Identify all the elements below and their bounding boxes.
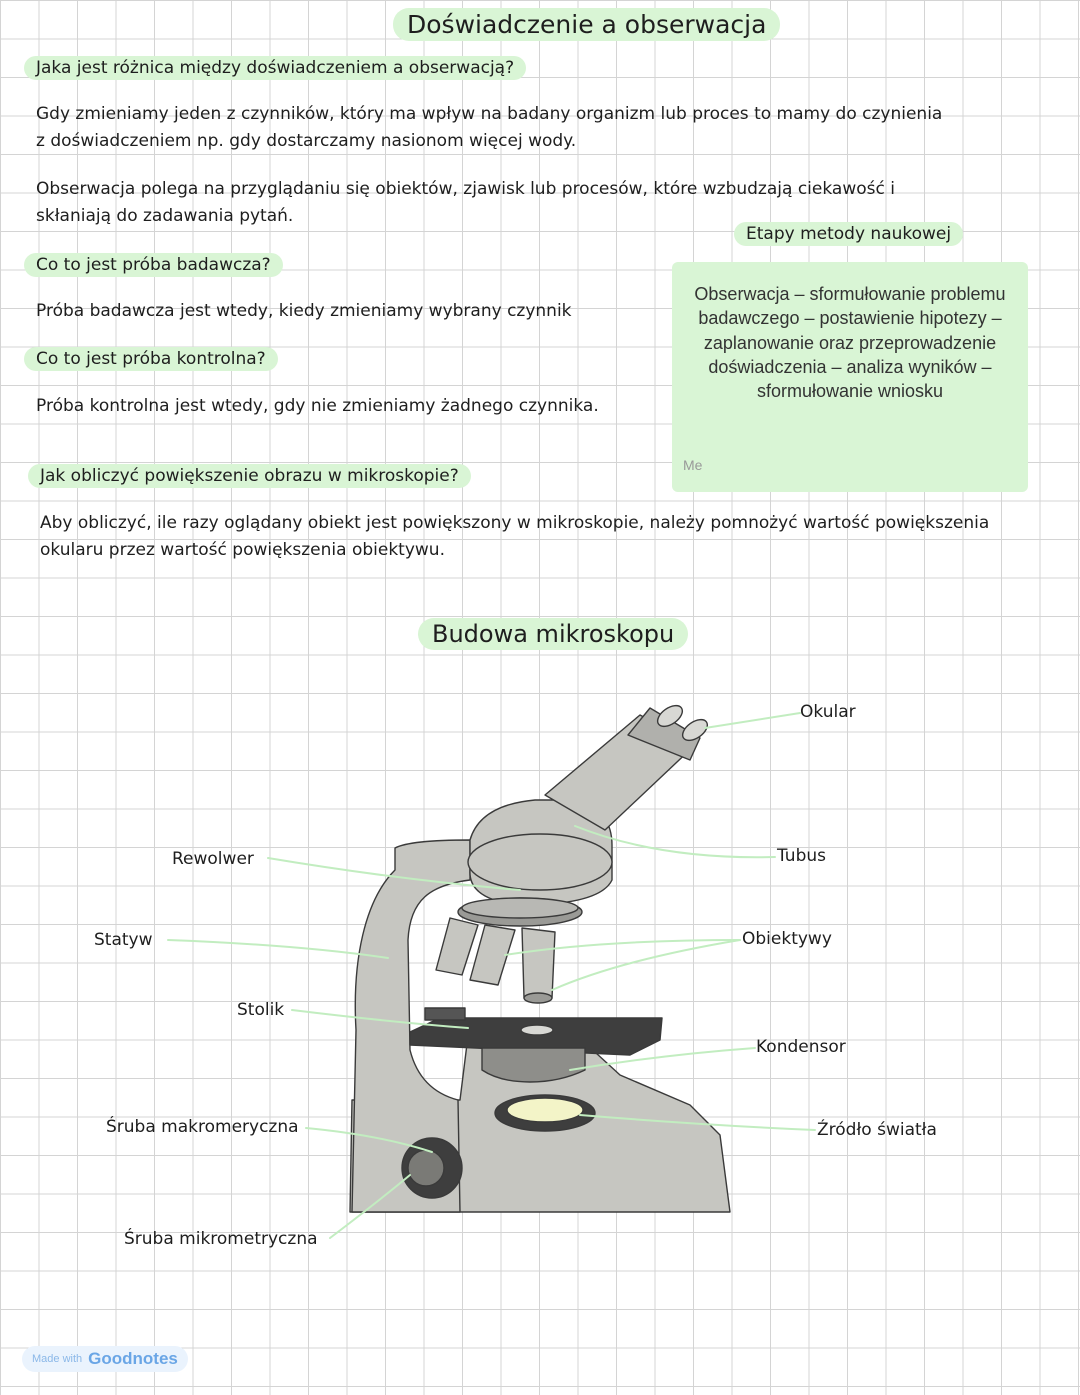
microscope-title: Budowa mikroskopu: [418, 618, 688, 650]
label-statyw: Statyw: [94, 930, 153, 950]
page-title: Doświadczenie a obserwacja: [393, 8, 780, 41]
label-rewolwer: Rewolwer: [172, 849, 254, 869]
sticky-note-author: Me: [683, 457, 703, 473]
scientific-method-heading: Etapy metody naukowej: [734, 222, 963, 246]
label-tubus: Tubus: [777, 846, 826, 866]
label-sruba-makro: Śruba makromeryczna: [106, 1117, 299, 1137]
answer-magnification-line2: okularu przez wartość powiększenia obiektywu.: [40, 540, 445, 560]
paragraph-experiment-line1: Gdy zmieniamy jeden z czynników, który ma wpływ na badany organizm lub proces to mamy do czynienia: [36, 104, 943, 124]
question-magnification: Jak obliczyć powiększenie obrazu w mikroskopie?: [28, 464, 471, 488]
goodnotes-logo: Goodnotes: [88, 1349, 178, 1368]
paragraph-observation-line2: skłaniają do zadawania pytań.: [36, 206, 294, 226]
made-with-text: Made with: [32, 1353, 83, 1365]
label-okular: Okular: [800, 702, 856, 722]
paragraph-observation-line1: Obserwacja polega na przyglądaniu się obiektów, zjawisk lub procesów, które wzbudzają ciekawość i: [36, 179, 895, 199]
answer-magnification-line1: Aby obliczyć, ile razy oglądany obiekt jest powiększony w mikroskopie, należy pomnożyć wartość powiększenia: [40, 513, 990, 533]
answer-research-sample: Próba badawcza jest wtedy, kiedy zmieniamy wybrany czynnik: [36, 301, 572, 321]
leader-obiektywy-2: [552, 940, 740, 990]
sticky-note-text: Obserwacja – sformułowanie problemu badawczego – postawienie hipotezy – zaplanowanie oraz przeprowadzenie doświadczenia – analiza wyników – sformułowanie wniosku: [694, 284, 1006, 402]
fine-knob: [408, 1150, 444, 1186]
question-difference: Jaka jest różnica między doświadczeniem a obserwacją?: [24, 56, 526, 80]
goodnotes-badge[interactable]: [22, 1346, 188, 1372]
answer-control-sample: Próba kontrolna jest wtedy, gdy nie zmieniamy żadnego czynnika.: [36, 396, 599, 416]
leader-statyw: [168, 940, 388, 958]
paragraph-experiment-line2: z doświadczeniem np. gdy dostarczamy nasionom więcej wody.: [36, 131, 577, 151]
label-obiektywy: Obiektywy: [742, 929, 832, 949]
objective-1: [436, 918, 478, 975]
leader-okular: [705, 713, 800, 728]
label-sruba-mikro: Śruba mikrometryczna: [124, 1229, 318, 1249]
label-kondensor: Kondensor: [756, 1037, 846, 1057]
label-stolik: Stolik: [237, 1000, 285, 1020]
objective-3: [522, 928, 555, 998]
label-zrodlo: Źródło światła: [817, 1120, 937, 1140]
question-research-sample: Co to jest próba badawcza?: [24, 253, 283, 277]
question-control-sample: Co to jest próba kontrolna?: [24, 347, 278, 371]
